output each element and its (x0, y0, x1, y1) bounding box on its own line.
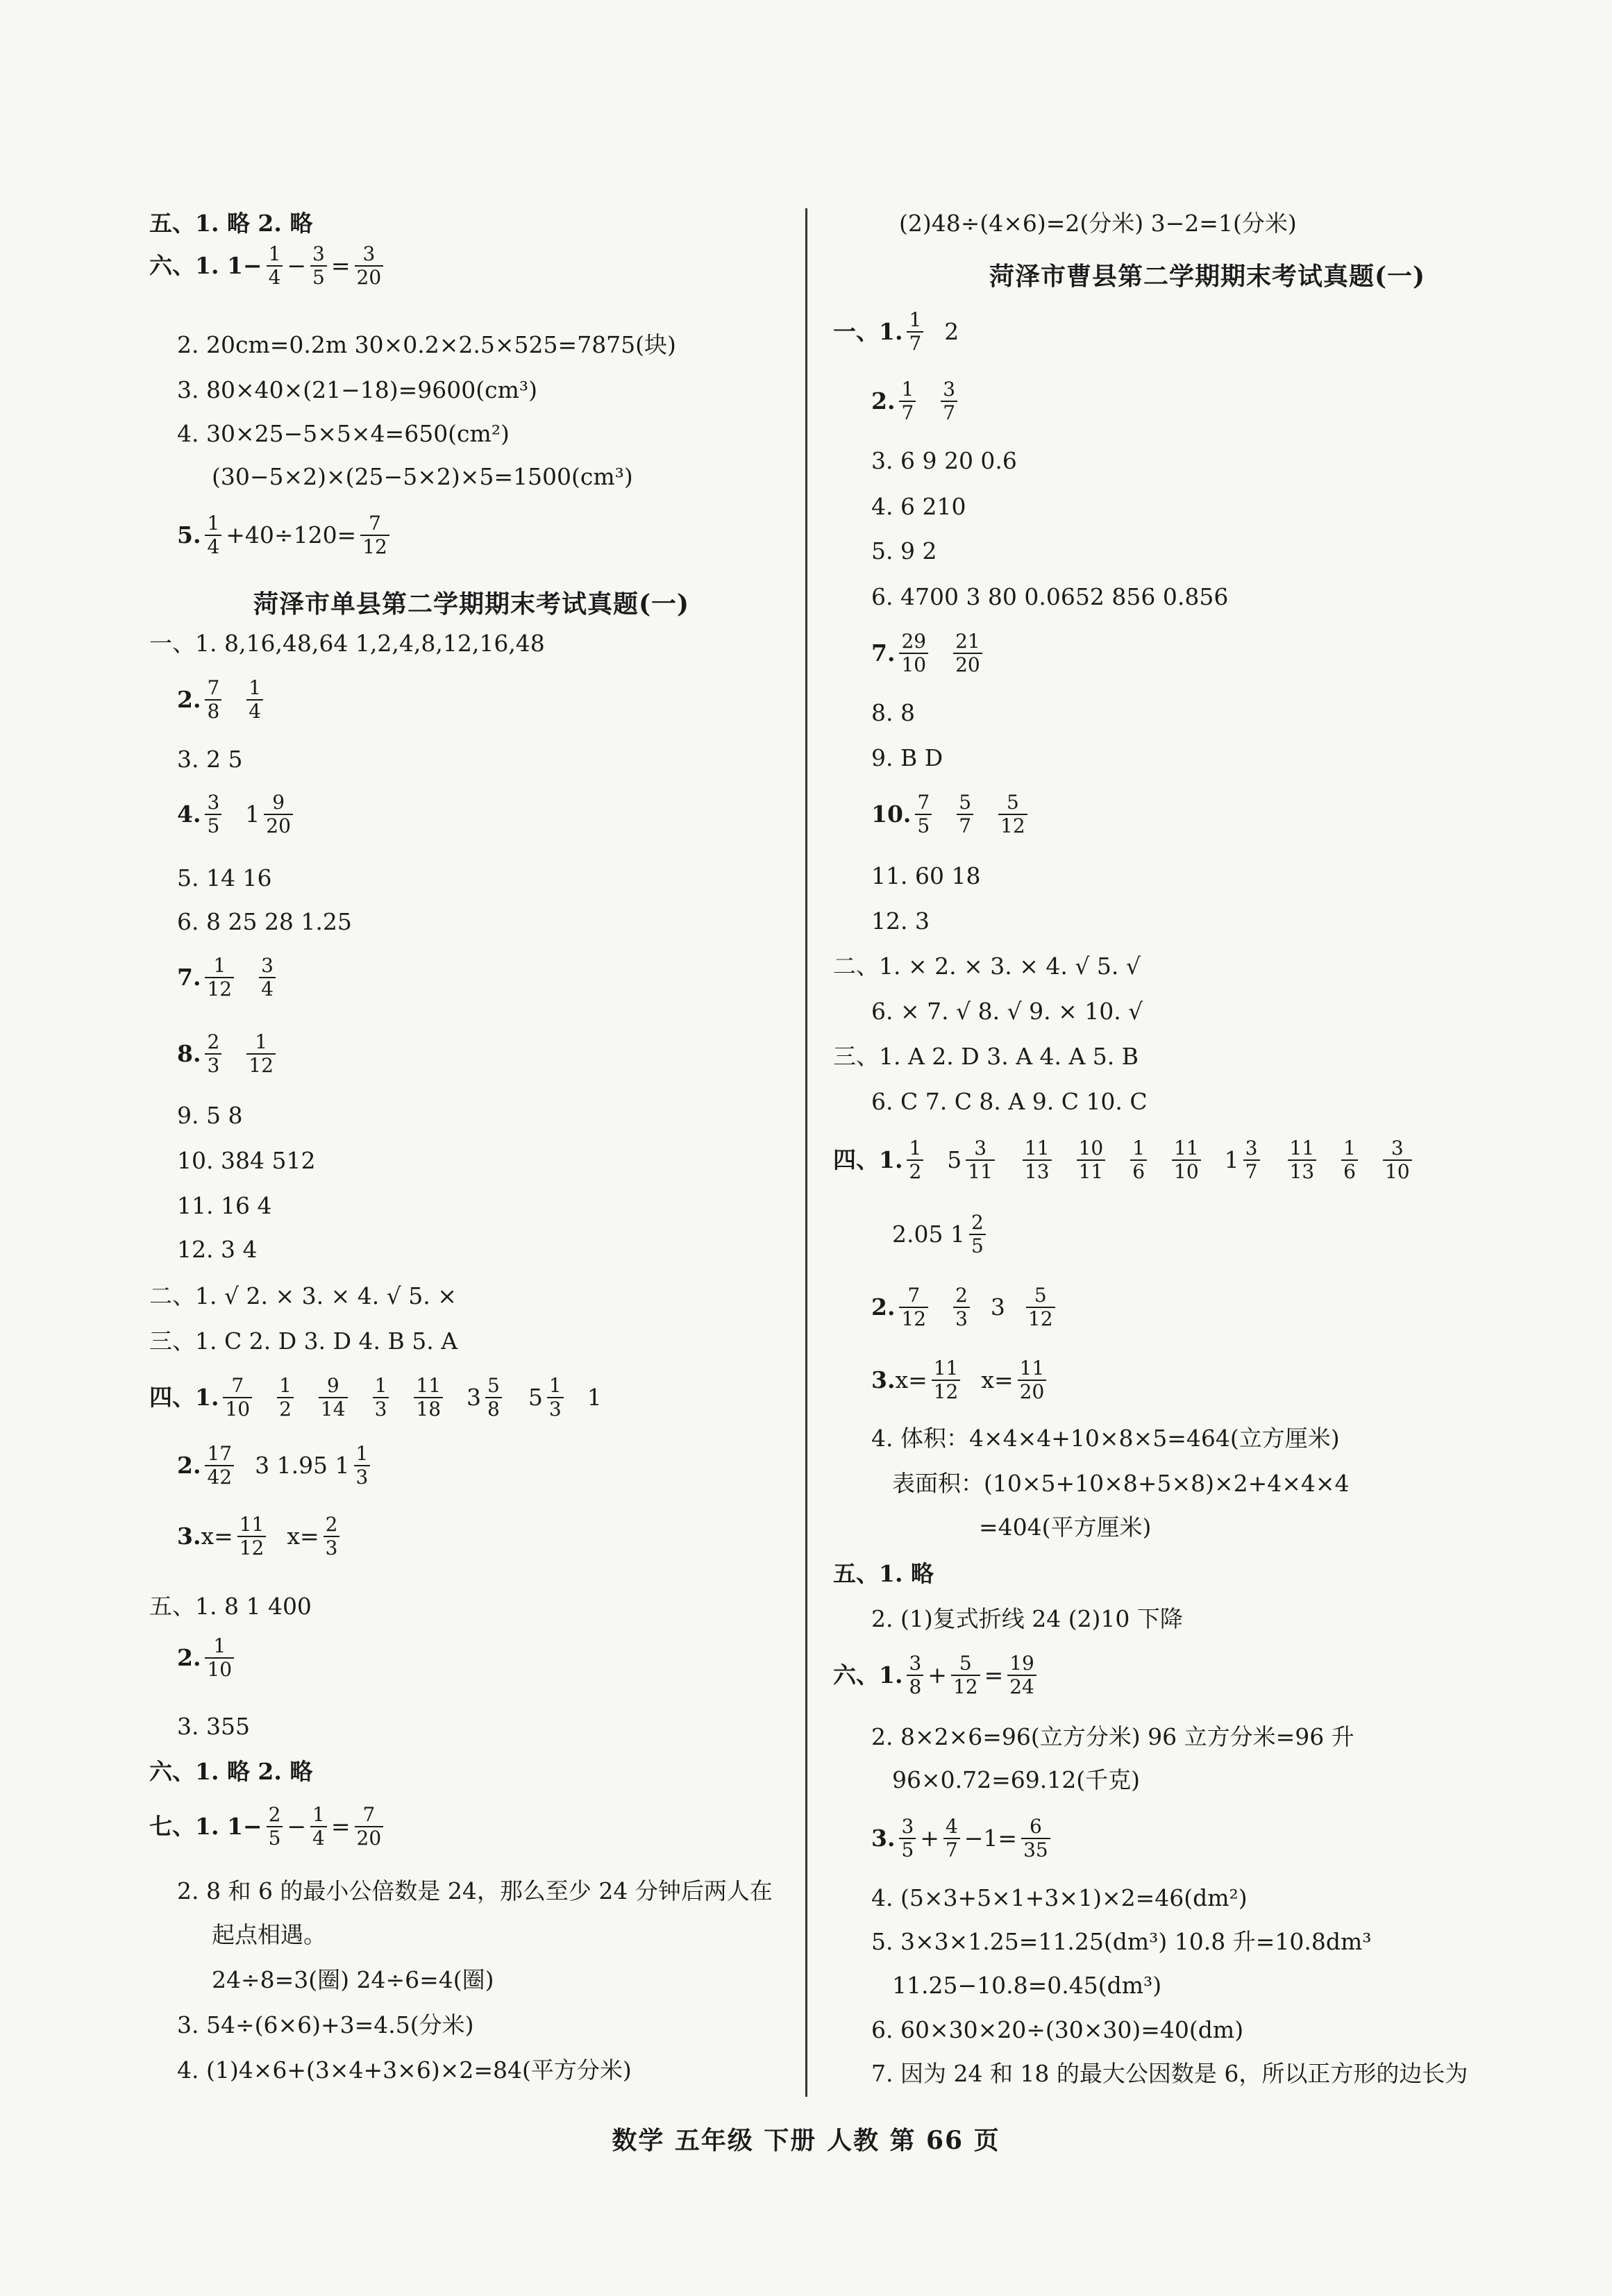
fraction: $\frac{2}{5}$ (267, 1804, 283, 1850)
answer-line: 2. (1)复式折线 24 (2)10 下降 (871, 1605, 1183, 1632)
answer-line: (2)48÷(4×6)=2(分米) 3−2=1(分米) (899, 210, 1297, 237)
fraction: $\frac{9}{14}$ (319, 1375, 348, 1421)
answer-line: 10. $\frac{7}{5}$ $\frac{5}{7}$ $\frac{5}{12}$ (871, 791, 1032, 837)
fraction: $\frac{2}{5}$ (969, 1212, 986, 1257)
answer-line: 10. 384 512 (177, 1147, 316, 1174)
answer-line: 6. 8 25 28 1.25 (177, 908, 352, 935)
fraction: $\frac{11}{10}$ (1172, 1137, 1201, 1183)
mixed-number: 1 $\frac{9}{20}$ (245, 791, 297, 837)
answer-line: 11. 60 18 (871, 862, 981, 889)
fraction: $\frac{1}{6}$ (1341, 1137, 1358, 1183)
fraction: $\frac{5}{12}$ (951, 1652, 980, 1698)
answer-line: 3. 54÷(6×6)+3=4.5(分米) (177, 2011, 474, 2038)
answer-line: 六、1. 略 2. 略 (149, 1758, 313, 1785)
fraction: $\frac{1}{12}$ (246, 1031, 276, 1077)
answer-line: 3. x= $\frac{11}{12}$ x= $\frac{2}{3}$ (177, 1514, 344, 1559)
answer-line: 三、1. A 2. D 3. A 4. A 5. B (833, 1043, 1139, 1070)
answer-line: 2. $\frac{17}{42}$ 3 1.95 1 $\frac{1}{3}$ (177, 1443, 374, 1489)
answer-line: 五、1. 8 1 400 (149, 1593, 312, 1620)
fraction: $\frac{11}{12}$ (237, 1514, 267, 1559)
fraction: $\frac{6}{35}$ (1021, 1816, 1050, 1861)
answer-line: 8. 8 (871, 699, 915, 726)
answer-line: 4. (1)4×6+(3×4+3×6)×2=84(平方分米) (177, 2056, 632, 2084)
answer-line: 24÷8=3(圈) 24÷6=4(圈) (212, 1966, 494, 1993)
fraction: $\frac{7}{12}$ (899, 1284, 928, 1330)
answer-line: 7. $\frac{29}{10}$ $\frac{21}{20}$ (871, 630, 986, 676)
answer-line: 6. 4700 3 80 0.0652 856 0.856 (871, 583, 1229, 610)
answer-line: 六、1. $\frac{3}{8}$ + $\frac{5}{12}$ = $\frac{19}{24}$ (833, 1652, 1041, 1698)
right-column (805, 0, 1612, 2118)
answer-line: 2. $\frac{1}{10}$ (177, 1635, 238, 1681)
answer-line: (30−5×2)×(25−5×2)×5=1500(cm³) (212, 463, 633, 490)
answer-line: 9. 5 8 (177, 1102, 243, 1129)
fraction: $\frac{1}{2}$ (907, 1137, 923, 1183)
answer-line: 6. × 7. √ 8. √ 9. × 10. √ (871, 998, 1143, 1025)
answer-line: 三、1. C 2. D 3. D 4. B 5. A (149, 1327, 458, 1355)
fraction: $\frac{2}{3}$ (324, 1514, 340, 1559)
fraction: $\frac{3}{5}$ (205, 791, 221, 837)
fraction: $\frac{1}{4}$ (205, 512, 221, 558)
fraction: $\frac{7}{8}$ (205, 677, 221, 723)
answer-line: 9. B D (871, 744, 943, 771)
section-heading: 菏泽市曹县第二学期期末考试真题(一) (989, 262, 1426, 291)
answer-line: 五、1. 略 2. 略 (149, 210, 313, 237)
fraction: $\frac{5}{7}$ (957, 791, 973, 837)
mixed-number: 5 $\frac{3}{11}$ (947, 1137, 999, 1183)
left-column (0, 0, 805, 2118)
answer-line: 一、1. $\frac{1}{7}$ 2 (833, 308, 959, 355)
fraction: $\frac{3}{5}$ (310, 243, 327, 289)
answer-line: =404(平方厘米) (979, 1514, 1152, 1541)
fraction: $\frac{11}{13}$ (1288, 1137, 1317, 1183)
fraction: $\frac{29}{10}$ (899, 630, 928, 676)
fraction: $\frac{19}{24}$ (1007, 1652, 1036, 1698)
fraction: $\frac{7}{20}$ (355, 1804, 384, 1850)
answer-line: 二、1. × 2. × 3. × 4. √ 5. √ (833, 953, 1141, 980)
fraction: $\frac{21}{20}$ (953, 630, 982, 676)
fraction: $\frac{1}{3}$ (373, 1375, 389, 1421)
answer-line: 12. 3 4 (177, 1236, 258, 1263)
answer-line: 6. 60×30×20÷(30×30)=40(dm) (871, 2016, 1244, 2043)
answer-line: 7. $\frac{1}{12}$ $\frac{3}{4}$ (177, 955, 280, 1000)
fraction: $\frac{2}{3}$ (953, 1284, 970, 1330)
fraction: $\frac{1}{12}$ (205, 955, 234, 1000)
answer-line: 一、1. 8,16,48,64 1,2,4,8,12,16,48 (149, 630, 545, 657)
fraction: $\frac{3}{8}$ (907, 1652, 923, 1698)
answer-line: 12. 3 (871, 907, 930, 935)
fraction: $\frac{5}{12}$ (998, 791, 1027, 837)
mixed-number: 1 $\frac{3}{7}$ (1225, 1137, 1264, 1183)
answer-line: 四、1. $\frac{7}{10}$ $\frac{1}{2}$ $\frac{9}{14}$ $\frac{1}{3}$ $\frac{11}{18}$ 3 $\frac{5}{8}$ 5 $\frac{1}{3}$ 1 (149, 1374, 602, 1421)
answer-line: 4. $\frac{3}{5}$ 1 $\frac{9}{20}$ (177, 791, 300, 837)
answer-line: 3. 6 9 20 0.6 (871, 447, 1017, 474)
fraction: $\frac{3}{10}$ (1383, 1137, 1412, 1183)
answer-line: 6. C 7. C 8. A 9. C 10. C (871, 1088, 1148, 1115)
answer-line: 2. $\frac{7}{8}$ $\frac{1}{4}$ (177, 677, 267, 723)
fraction: $\frac{1}{7}$ (907, 309, 923, 355)
answer-line: 5. $\frac{1}{4}$ +40÷120= $\frac{7}{12}$ (177, 512, 394, 558)
fraction: $\frac{2}{3}$ (205, 1031, 221, 1077)
answer-line: 4. 体积：4×4×4+10×8×5=464(立方厘米) (871, 1425, 1340, 1452)
answer-line: 五、1. 略 (833, 1560, 934, 1587)
answer-line: 四、1. $\frac{1}{2}$ 5 $\frac{3}{11}$ $\frac{11}{13}$ $\frac{10}{11}$ $\frac{1}{6}$ $\frac{11}{10}$ 1 $\frac{3}{7}$ $\frac{11}{13}$ $\frac{1}{6}$ $\frac{3}{10}$ (833, 1137, 1416, 1183)
answer-line: 4. 30×25−5×5×4=650(cm²) (177, 420, 510, 447)
answer-line: 4. (5×3+5×1+3×1)×2=46(dm²) (871, 1884, 1248, 1911)
section-heading: 菏泽市单县第二学期期末考试真题(一) (253, 589, 690, 619)
answer-line: 3. x= $\frac{11}{12}$ x= $\frac{11}{20}$ (871, 1357, 1050, 1403)
answer-line: 起点相遇。 (212, 1921, 326, 1948)
answer-line: 2. 8×2×6=96(立方分米) 96 立方分米=96 升 (871, 1723, 1354, 1750)
mixed-number: 5 $\frac{1}{3}$ (528, 1375, 568, 1421)
fraction: $\frac{3}{4}$ (259, 955, 276, 1000)
answer-line: 5. 3×3×1.25=11.25(dm³) 10.8 升=10.8dm³ (871, 1928, 1372, 1955)
fraction: $\frac{1}{7}$ (899, 378, 916, 424)
fraction: $\frac{7}{5}$ (915, 791, 932, 837)
answer-line: 5. 9 2 (871, 537, 937, 564)
fraction: $\frac{1}{2}$ (277, 1375, 294, 1421)
fraction: $\frac{7}{10}$ (223, 1375, 252, 1421)
answer-line: 3. $\frac{3}{5}$ + $\frac{4}{7}$ −1= $\frac{6}{35}$ (871, 1816, 1055, 1861)
fraction: $\frac{1}{4}$ (310, 1804, 327, 1850)
fraction: $\frac{11}{18}$ (414, 1375, 443, 1421)
fraction: $\frac{1}{6}$ (1130, 1137, 1147, 1183)
answer-line: 3. 355 (177, 1713, 250, 1740)
fraction: $\frac{3}{5}$ (899, 1816, 916, 1861)
answer-line: 二、1. √ 2. × 3. × 4. √ 5. × (149, 1282, 457, 1309)
fraction: $\frac{1}{10}$ (205, 1635, 234, 1681)
answer-line: 六、1. 1− $\frac{1}{4}$ − $\frac{3}{5}$ = $\frac{3}{20}$ (149, 243, 387, 289)
fraction: $\frac{1}{4}$ (246, 677, 263, 723)
answer-line: 2.05 1 $\frac{2}{5}$ (892, 1212, 990, 1257)
fraction: $\frac{11}{20}$ (1018, 1357, 1047, 1403)
answer-line: 2. 8 和 6 的最小公倍数是 24，那么至少 24 分钟后两人在 (177, 1877, 773, 1904)
answer-line: 4. 6 210 (871, 493, 966, 520)
answer-line: 11. 16 4 (177, 1192, 272, 1219)
fraction: $\frac{1}{3}$ (354, 1443, 371, 1489)
fraction: $\frac{4}{7}$ (943, 1816, 960, 1861)
fraction: $\frac{3}{20}$ (355, 243, 384, 289)
answer-line: 2. $\frac{1}{7}$ $\frac{3}{7}$ (871, 378, 962, 424)
fraction: $\frac{10}{11}$ (1077, 1137, 1106, 1183)
answer-line: 8. $\frac{2}{3}$ $\frac{1}{12}$ (177, 1031, 280, 1077)
fraction: $\frac{11}{13}$ (1023, 1137, 1052, 1183)
answer-line: 7. 因为 24 和 18 的最大公因数是 6，所以正方形的边长为 (871, 2060, 1468, 2087)
answer-line: 表面积：(10×5+10×8+5×8)×2+4×4×4 (892, 1470, 1350, 1497)
fraction: $\frac{5}{12}$ (1026, 1284, 1055, 1330)
fraction: $\frac{7}{12}$ (360, 512, 389, 558)
answer-line: 七、1. 1− $\frac{2}{5}$ − $\frac{1}{4}$ = $\frac{7}{20}$ (149, 1804, 387, 1850)
answer-line: 96×0.72=69.12(千克) (892, 1766, 1140, 1793)
page-footer: 数学 五年级 下册 人教 第 66 页 (612, 2126, 1000, 2155)
answer-line: 2. $\frac{7}{12}$ $\frac{2}{3}$ 3 $\frac{5}{12}$ (871, 1284, 1059, 1330)
answer-line: 3. 80×40×(21−18)=9600(cm³) (177, 376, 538, 403)
fraction: $\frac{11}{12}$ (932, 1357, 961, 1403)
fraction: $\frac{17}{42}$ (205, 1443, 234, 1489)
fraction: $\frac{3}{7}$ (941, 378, 957, 424)
answer-line: 3. 2 5 (177, 746, 243, 773)
answer-line: 11.25−10.8=0.45(dm³) (892, 1972, 1162, 1999)
mixed-number: 3 $\frac{5}{8}$ (467, 1375, 506, 1421)
fraction: $\frac{1}{4}$ (267, 243, 283, 289)
answer-line: 2. 20cm=0.2m 30×0.2×2.5×525=7875(块) (177, 331, 676, 358)
answer-line: 5. 14 16 (177, 864, 272, 891)
